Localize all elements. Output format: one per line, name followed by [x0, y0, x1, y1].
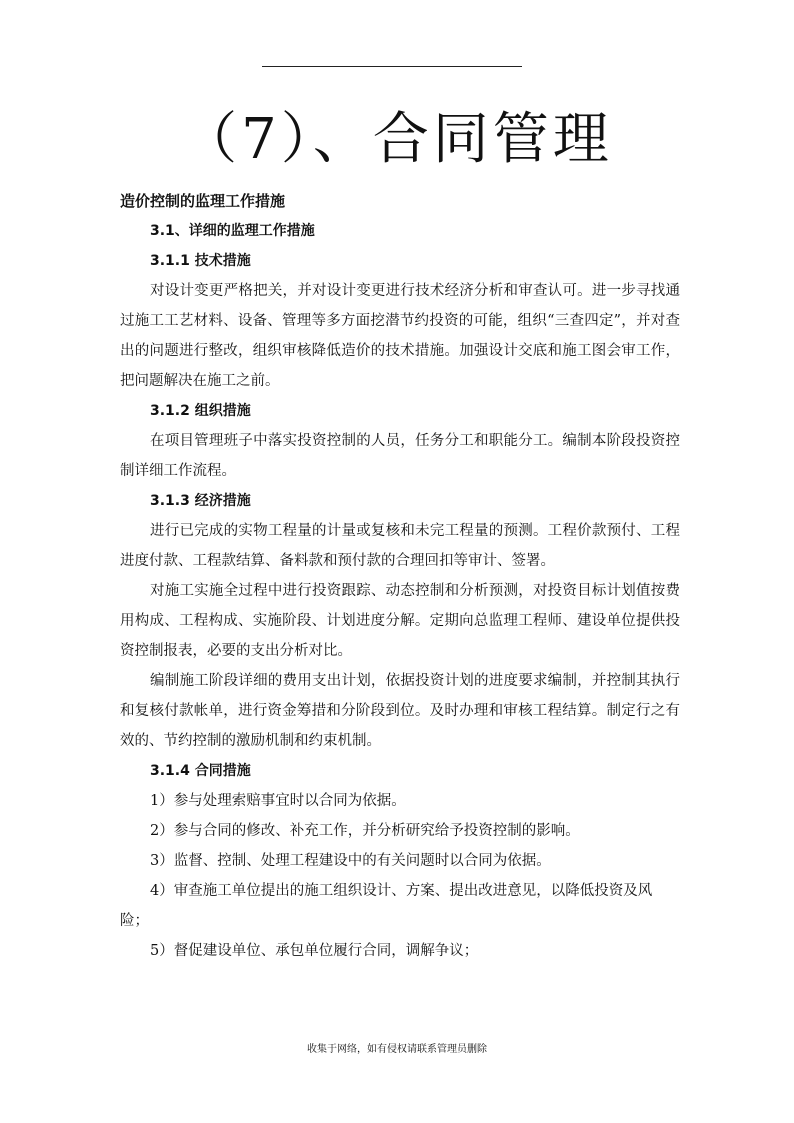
header-rule — [262, 66, 522, 67]
contract-item: 4）审查施工单位提出的施工组织设计、方案、提出改进意见，以降低投资及风险； — [120, 883, 653, 929]
main-heading: 造价控制的监理工作措施 — [120, 192, 286, 210]
econ-paragraph-1: 进行已完成的实物工程量的计量或复核和未完工程量的预测。工程价款预付、工程进度付款、工程款结算、备料款和预付款的合理回扣等审计、签署。 — [120, 523, 680, 569]
contract-heading: 3.1.4 合同措施 — [150, 763, 251, 779]
org-paragraph: 在项目管理班子中落实投资控制的人员，任务分工和职能分工。编制本阶段投资控制详细工作流程。 — [120, 433, 680, 479]
econ-paragraph-2: 对施工实施全过程中进行投资跟踪、动态控制和分析预测，对投资目标计划值按费用构成、工程构成、实施阶段、计划进度分解。定期向总监理工程师、建设单位提供投资控制报表，必要的支出分析对比。 — [120, 583, 680, 659]
contract-item: 5）督促建设单位、承包单位履行合同，调解争议； — [150, 943, 479, 959]
contract-item: 1）参与处理索赔事宜时以合同为依据。 — [150, 793, 406, 809]
econ-paragraph-3: 编制施工阶段详细的费用支出计划，依据投资计划的进度要求编制，并控制其执行和复核付款帐单，进行资金筹措和分阶段到位。及时办理和审核工程结算。制定行之有效的、节约控制的激励机制和约束机制。 — [120, 673, 680, 749]
sub-heading: 3.1、详细的监理工作措施 — [150, 223, 315, 239]
contract-item: 3）监督、控制、处理工程建设中的有关问题时以合同为依据。 — [150, 853, 551, 869]
tech-paragraph: 对设计变更严格把关，并对设计变更进行技术经济分析和审查认可。进一步寻找通过施工工艺材料、设备、管理等多方面挖潜节约投资的可能，组织“三查四定”，并对查出的问题进行整改，组织审核降低造价的技术措施。加强设计交底和施工图会审工作，把问题解决在施工之前。 — [120, 283, 680, 389]
econ-heading: 3.1.3 经济措施 — [150, 493, 251, 509]
document-body — [120, 186, 680, 966]
footer-note: 收集于网络，如有侵权请联系管理员删除 — [307, 1044, 487, 1055]
tech-heading: 3.1.1 技术措施 — [150, 253, 251, 269]
contract-item: 2）参与合同的修改、补充工作，并分析研究给予投资控制的影响。 — [150, 823, 580, 839]
page-title: （7）、合同管理 — [181, 107, 613, 172]
org-heading: 3.1.2 组织措施 — [150, 403, 251, 419]
